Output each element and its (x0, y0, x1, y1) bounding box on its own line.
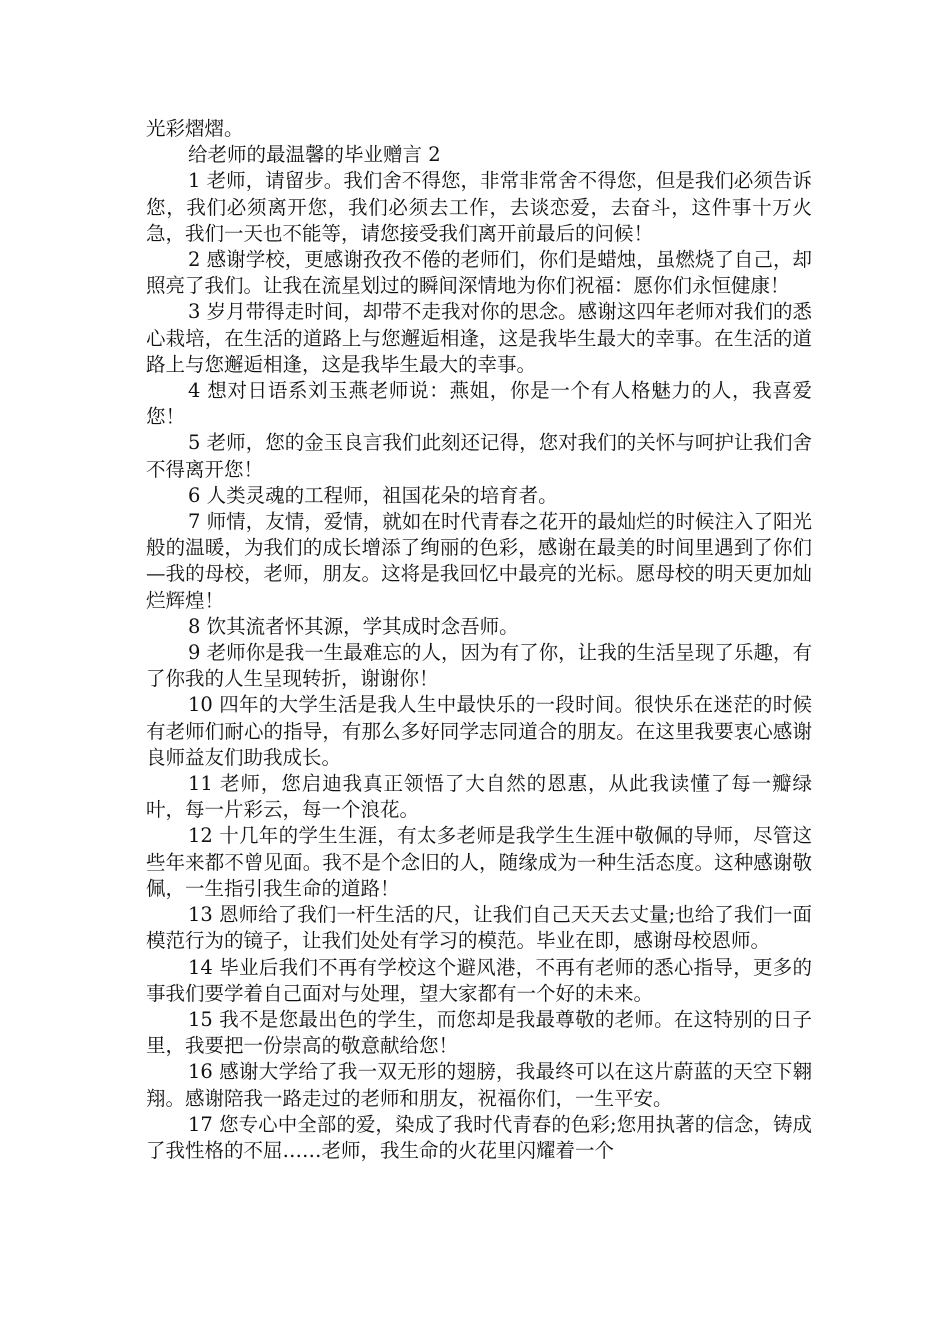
paragraph-4: 4 想对日语系刘玉燕老师说：燕姐，你是一个有人格魅力的人，我喜爱您！ (146, 379, 812, 429)
paragraph-6: 6 人类灵魂的工程师，祖国花朵的培育者。 (188, 483, 558, 507)
paragraph-7: 7 师情，友情，爱情，就如在时代青春之花开的最灿烂的时候注入了阳光般的温暖，为我们的成长增添了绚丽的色彩，感谢在最美的时间里遇到了你们—我的母校，老师，朋友。这将是我回忆中最亮的光标。愿母校的明天更加灿烂辉煌！ (146, 510, 812, 612)
paragraph-1: 1 老师，请留步。我们舍不得您，非常非常舍不得您，但是我们必须告诉您，我们必须离开您，我们必须去工作，去谈恋爱，去奋斗，这件事十万火急，我们一天也不能等，请您接受我们离开前最后的问候！ (146, 169, 812, 245)
paragraph-2: 2 感谢学校，更感谢孜孜不倦的老师们，你们是蜡烛，虽燃烧了自己，却照亮了我们。让我在流星划过的瞬间深情地为你们祝福：愿你们永恒健康！ (146, 248, 812, 298)
paragraph-10: 10 四年的大学生活是我人生中最快乐的一段时间。很快乐在迷茫的时候有老师们耐心的指导，有那么多好同学志同道合的朋友。在这里我要衷心感谢良师益友们助我成长。 (146, 693, 812, 769)
paragraph-14: 14 毕业后我们不再有学校这个避风港，不再有老师的悉心指导，更多的事我们要学着自己面对与处理，望大家都有一个好的未来。 (146, 955, 812, 1005)
section-heading: 给老师的最温馨的毕业赠言 2 (188, 143, 441, 167)
paragraph-13: 13 恩师给了我们一杆生活的尺，让我们自己天天去丈量;也给了我们一面模范行为的镜子，让我们处处有学习的模范。毕业在即，感谢母校恩师。 (146, 903, 812, 953)
paragraph-15: 15 我不是您最出色的学生，而您却是我最尊敬的老师。在这特别的日子里，我要把一份崇高的敬意献给您！ (146, 1007, 812, 1058)
paragraph-12: 12 十几年的学生生涯，有太多老师是我学生生涯中敬佩的导师，尽管这些年来都不曾见面。我不是个念旧的人，随缘成为一种生活态度。这种感谢敬佩，一生指引我生命的道路！ (146, 824, 812, 900)
paragraph-9: 9 老师你是我一生最难忘的人，因为有了你，让我的生活呈现了乐趣，有了你我的人生呈现转折，谢谢你！ (146, 641, 812, 691)
paragraph-17: 17 您专心中全部的爱，染成了我时代青春的色彩;您用执著的信念，铸成了我性格的不屈……老师，我生命的火花里闪耀着一个 (146, 1112, 812, 1162)
paragraph-5: 5 老师，您的金玉良言我们此刻还记得，您对我们的关怀与呵护让我们舍不得离开您！ (146, 431, 812, 481)
paragraph-11: 11 老师，您启迪我真正领悟了大自然的恩惠，从此我读懂了每一瓣绿叶，每一片彩云，每一个浪花。 (146, 772, 812, 822)
paragraph-3: 3 岁月带得走时间，却带不走我对你的思念。感谢这四年老师对我们的悉心栽培，在生活的道路上与您邂逅相逢，这是我毕生最大的幸事。在生活的道路上与您邂逅相逢，这是我毕生最大的幸事。 (146, 300, 812, 376)
document-body (146, 116, 812, 1164)
lead-line: 光彩熠熠。 (146, 117, 244, 140)
paragraph-16: 16 感谢大学给了我一双无形的翅膀，我最终可以在这片蔚蓝的天空下翱翔。感谢陪我一路走过的老师和朋友，祝福你们，一生平安。 (146, 1060, 812, 1110)
paragraph-8: 8 饮其流者怀其源，学其成时念吾师。 (188, 614, 519, 638)
